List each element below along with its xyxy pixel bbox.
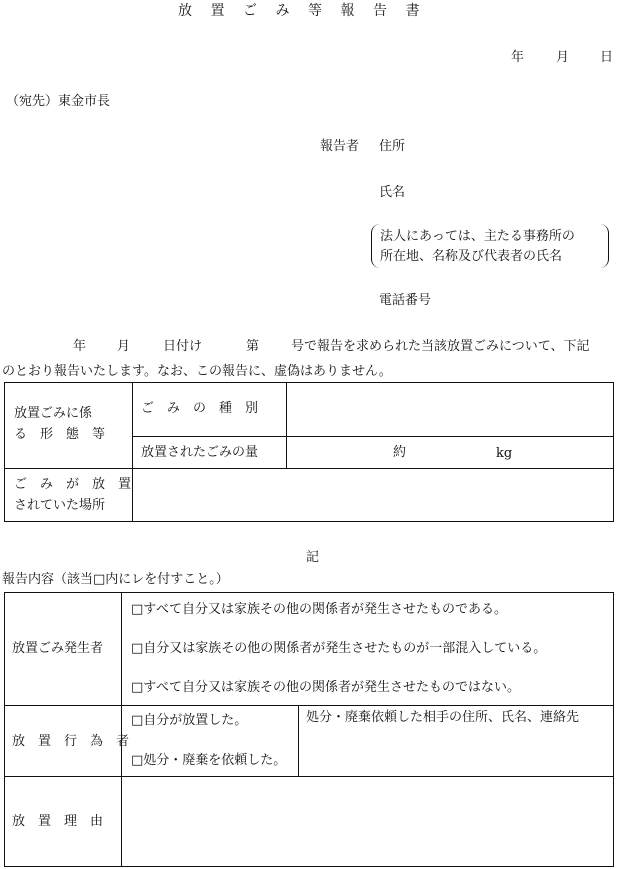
garbage-amount-label: 放置されたごみの量 — [141, 445, 259, 460]
date-month: 月 — [556, 50, 570, 65]
form-label-line2: る 形 態 等 — [14, 427, 106, 442]
reporter-address-label: 住所 — [379, 139, 406, 154]
reason-field[interactable] — [123, 778, 612, 865]
corporate-note-line1: 法人にあっては、主たる事務所の — [380, 229, 575, 244]
reporter-name-label: 氏名 — [379, 185, 406, 200]
intro-number-prefix: 第 — [246, 339, 260, 354]
report-contents-heading: 報告内容（該当□内にレを付すこと。） — [2, 572, 229, 587]
intro-month: 月 — [117, 339, 131, 354]
amount-unit: kg — [496, 446, 513, 461]
actor-option-1[interactable]: □自分が放置した。 — [131, 713, 248, 728]
generator-option-1[interactable]: □すべて自分又は家族その他の関係者が発生させたものである。 — [131, 602, 508, 617]
ki-marker: 記 — [306, 550, 320, 565]
contractor-field[interactable] — [300, 730, 612, 775]
garbage-type-label: ご み の 種 別 — [141, 401, 259, 416]
document-title: 放置ごみ等報告書 — [178, 3, 438, 19]
intro-year: 年 — [73, 339, 87, 354]
intro-text: 号で報告を求められた当該放置ごみについて、下記 — [291, 339, 590, 354]
place-label-line2: されていた場所 — [14, 498, 106, 513]
place-label-line1: ご み が 放 置 — [14, 477, 132, 492]
intro-day-dated: 日付け — [163, 339, 203, 354]
corporate-note-line2: 所在地、名称及び代表者の氏名 — [380, 249, 563, 264]
reporter-label: 報告者 — [320, 139, 360, 154]
garbage-amount-field[interactable] — [288, 438, 612, 467]
actor-label: 放 置 行 為 者 — [12, 734, 130, 749]
garbage-type-field[interactable] — [288, 384, 612, 435]
contractor-label: 処分・廃棄依頼した相手の住所、氏名、連絡先 — [306, 710, 580, 725]
form-label-line1: 放置ごみに係 — [14, 406, 93, 421]
place-field[interactable] — [134, 470, 612, 520]
actor-option-2[interactable]: □処分・廃棄を依頼した。 — [131, 753, 287, 768]
date-year: 年 — [511, 50, 525, 65]
generator-label: 放置ごみ発生者 — [12, 641, 104, 656]
reporter-phone-label: 電話番号 — [379, 293, 432, 308]
amount-approx: 約 — [393, 445, 407, 460]
intro-line2: のとおり報告いたします。なお、この報告に、虚偽はありません。 — [2, 364, 392, 379]
reason-label: 放 置 理 由 — [12, 814, 104, 829]
generator-option-3[interactable]: □すべて自分又は家族その他の関係者が発生させたものではない。 — [131, 680, 521, 695]
addressee: （宛先）東金市長 — [6, 94, 111, 109]
generator-option-2[interactable]: □自分又は家族その他の関係者が発生させたものが一部混入している。 — [131, 641, 547, 656]
date-day: 日 — [600, 50, 614, 65]
